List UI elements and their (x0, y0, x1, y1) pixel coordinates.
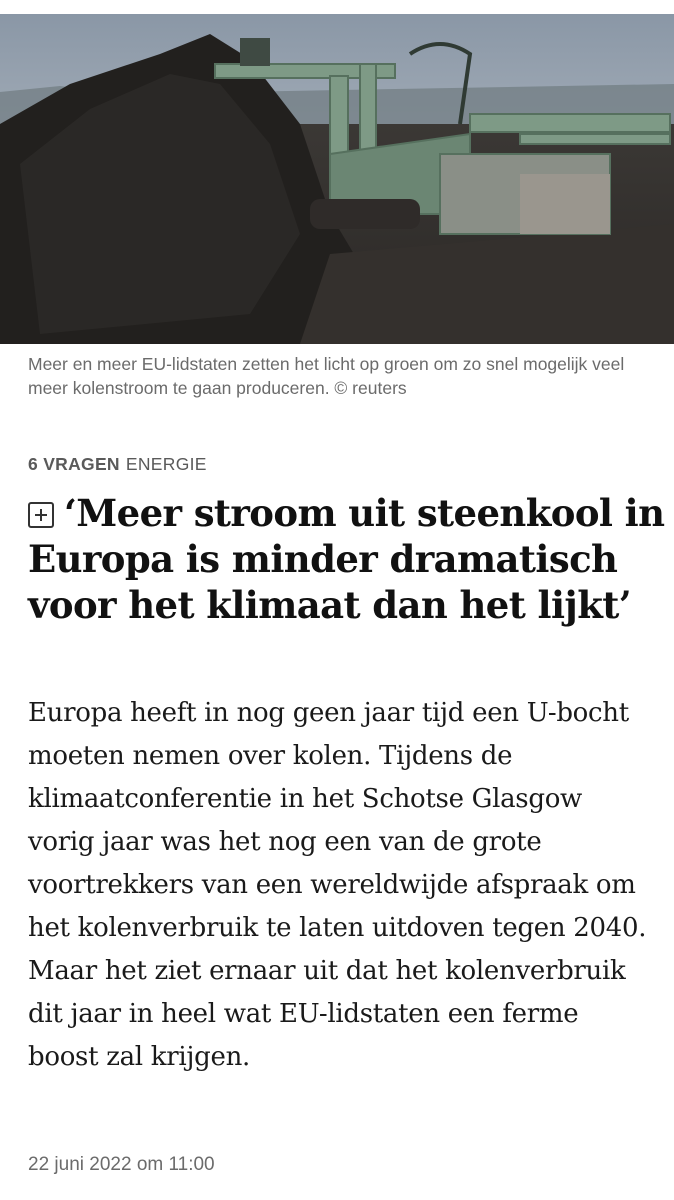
article-kicker[interactable]: 6 VRAGEN (28, 454, 120, 474)
article-meta (28, 454, 207, 475)
article-lead: Europa heeft in nog geen jaar tijd een U-bocht moeten nemen over kolen. Tijdens de klimaatconferentie in het Schotse Glasgow vorig jaar was het nog een van de grote voortrekkers van een wereldwijde afspraak om het kolenverbruik te laten uitdoven tegen 2040. Maar het ziet ernaar uit dat het kolenverbruik dit jaar in heel wat EU-lidstaten een ferme boost zal krijgen. (28, 698, 647, 1072)
headline-text: ‘Meer stroom uit steenkool in Europa is minder dramatisch voor het klimaat dan het lijkt’ (28, 491, 665, 627)
plus-box-icon (28, 502, 54, 528)
hero-image[interactable] (0, 14, 674, 344)
article-section[interactable]: ENERGIE (125, 454, 207, 474)
article-date: 22 juni 2022 om 11:00 (28, 1154, 215, 1175)
coal-excavator-photo (0, 14, 674, 344)
article-headline (28, 490, 668, 628)
image-caption: Meer en meer EU-lidstaten zetten het licht op groen om zo snel mogelijk veel meer kolenstroom te gaan produceren. © reuters (28, 354, 625, 398)
